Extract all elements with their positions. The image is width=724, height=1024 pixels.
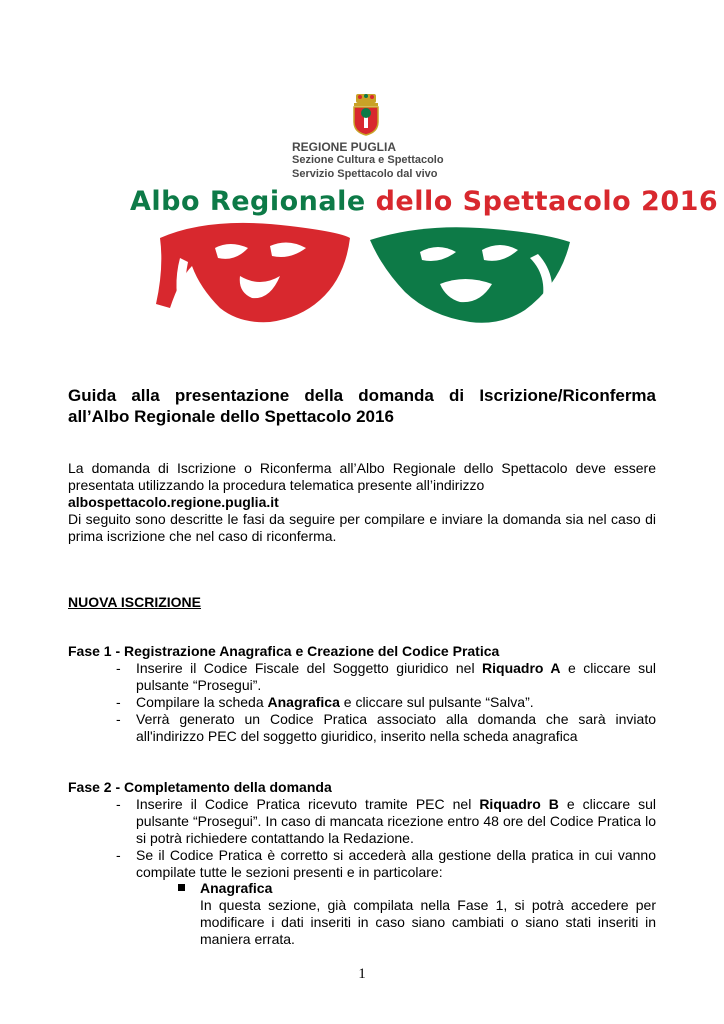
regione-puglia-crest-icon [348,94,384,136]
intro-text: La domanda di Iscrizione o Riconferma all’Albo Regionale dello Spettacolo deve essere presentata utilizzando la procedura telematica presente all’indirizzo [68,460,656,493]
theatre-masks-icon [120,218,600,328]
phase1-title: Fase 1 - Registrazione Anagrafica e Creazione del Codice Pratica [68,643,500,659]
list-item-bold: Anagrafica [267,694,340,710]
list-item-bold: Riquadro B [479,796,559,812]
square-bullet-icon [178,884,185,891]
page-number: 1 [358,966,366,982]
sublist-item-body: In questa sezione, già compilata nella Fase 1, si potrà accedere per modificare i dati inseriti in caso siano cambiati o siano stati inseriti in maniera errata. [200,897,656,947]
document-title: Guida alla presentazione della domanda di Iscrizione/Riconferma all’Albo Regionale dello Spettacolo 2016 [68,386,656,426]
list-item [116,711,656,745]
list-item-text: e cliccare sul pulsante “Salva”. [339,694,534,710]
section-heading: NUOVA ISCRIZIONE [68,594,202,610]
logo-title [130,186,718,217]
description-paragraph: Di seguito sono descritte le fasi da seguire per compilare e inviare la domanda sia nel caso di prima iscrizione che nel caso di riconferma. [68,511,656,544]
list-item [116,847,656,881]
phase1-list [116,660,656,745]
logo-section-name: Sezione Cultura e Spettacolo [292,154,444,166]
list-item-text: e cliccare sul pulsante “Prosegui”. [136,660,657,693]
phase2-list [116,796,656,881]
phase2-title: Fase 2 - Completamento della domanda [68,779,332,795]
list-item [116,796,656,847]
list-item-text: Inserire il Codice Pratica ricevuto tramite PEC nel [136,796,480,812]
logo-service-name: Servizio Spettacolo dal vivo [292,168,438,180]
logo-region-name: REGIONE PUGLIA [292,140,397,154]
albo-logo [120,88,719,328]
intro-url: albospettacolo.regione.puglia.it [68,494,279,510]
sublist-item-anagrafica [176,880,656,897]
sublist-item-title: Anagrafica [200,880,273,896]
list-item [116,660,656,694]
phase2-sublist [176,880,656,948]
list-item-bold: Riquadro A [482,660,561,676]
list-item-text: Verrà generato un Codice Pratica associato alla domanda che sarà inviato all'indirizzo PEC del soggetto giuridico, inserito nella scheda anagrafica [136,711,656,744]
logo-title-green: Albo Regionale [130,186,376,217]
list-item [116,694,656,711]
list-item-text: Se il Codice Pratica è corretto si accederà alla gestione della pratica in cui vanno compilate tutte le sezioni presenti e in particolare: [136,847,656,880]
list-item-text: Inserire il Codice Fiscale del Soggetto giuridico nel [136,660,483,676]
list-item-text: e cliccare sul pulsante “Prosegui”. In caso di mancata ricezione entro 48 ore del Codice Pratica lo si potrà richiedere contattando la Redazione. [136,796,657,846]
logo-title-red: dello Spettacolo 2016 [375,186,719,217]
intro-paragraph [68,460,656,511]
list-item-text: Compilare la scheda [136,694,268,710]
